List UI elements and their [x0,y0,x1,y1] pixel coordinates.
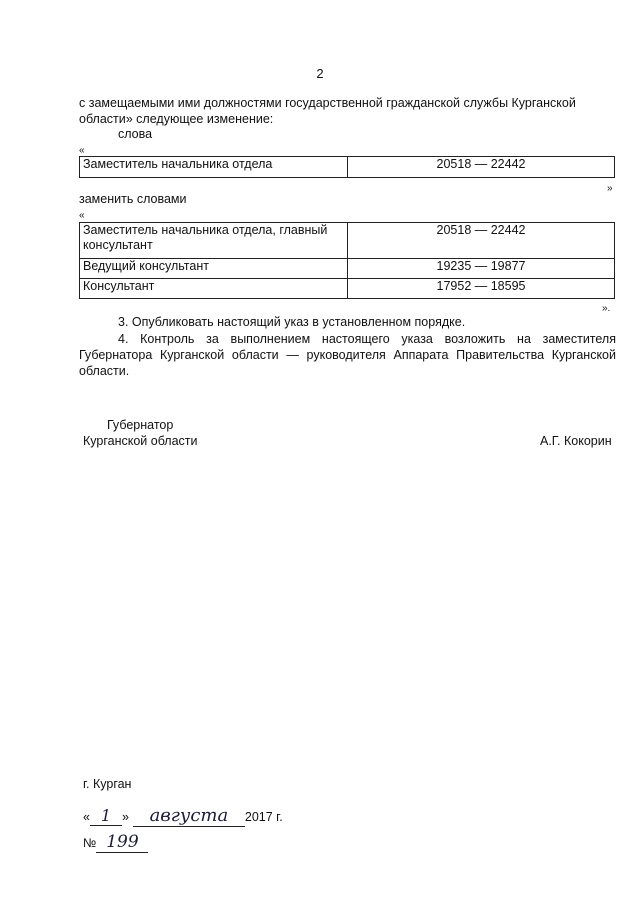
position-cell: Ведущий консультант [80,259,348,279]
amount-cell: 20518 — 22442 [348,223,615,259]
footer-number [83,832,148,854]
intro-words: слова [118,127,153,141]
item-3: 3. Опубликовать настоящий указ в установленном порядке. [118,315,466,329]
amount-cell: 20518 — 22442 [348,157,615,178]
date-day-field [90,806,122,826]
signature-name: А.Г. Кокорин [540,434,612,448]
signature-title-line-2: Курганской области [83,434,198,448]
footer-date [83,805,283,827]
date-day: 1 [100,806,112,825]
date-month: августа [149,805,229,826]
quote-open-new: « [79,210,85,221]
intro-line-1: с замещаемыми ими должностями государственной гражданской службы Курганской [79,96,576,110]
quote-open-old: « [79,145,85,156]
position-cell: Заместитель начальника отдела [80,157,348,178]
table-row [80,223,615,259]
date-year: 2017 г. [244,810,283,824]
number-field [96,832,148,853]
table-new-rates [79,222,615,299]
intro-line-2: области» следующее изменение: [79,112,274,126]
quote-close-new: ». [602,303,611,314]
amount-cell: 17952 — 18595 [348,279,615,299]
signature-title-line-1: Губернатор [107,418,174,432]
table-row [80,279,615,299]
quote-close-old: » [607,183,613,194]
date-quote-open: « [83,810,90,824]
table-old-rates [79,156,615,178]
table-row [80,259,615,279]
footer-city: г. Курган [83,777,132,791]
date-quote-close: » [121,810,129,824]
position-cell: Консультант [80,279,348,299]
page-number: 2 [316,66,324,81]
table-row [80,157,615,178]
amount-cell: 19235 — 19877 [348,259,615,279]
number-prefix: № [83,836,97,850]
position-cell: Заместитель начальника отдела, главный консультант [80,223,348,259]
date-month-field [133,805,245,827]
replace-label: заменить словами [79,192,187,206]
number-value: 199 [106,832,139,852]
item-4: 4. Контроль за выполнением настоящего указа возложить на заместителя Губернатора Курганской области — руководителя Аппарата Правительства Курганской области. [79,332,616,378]
